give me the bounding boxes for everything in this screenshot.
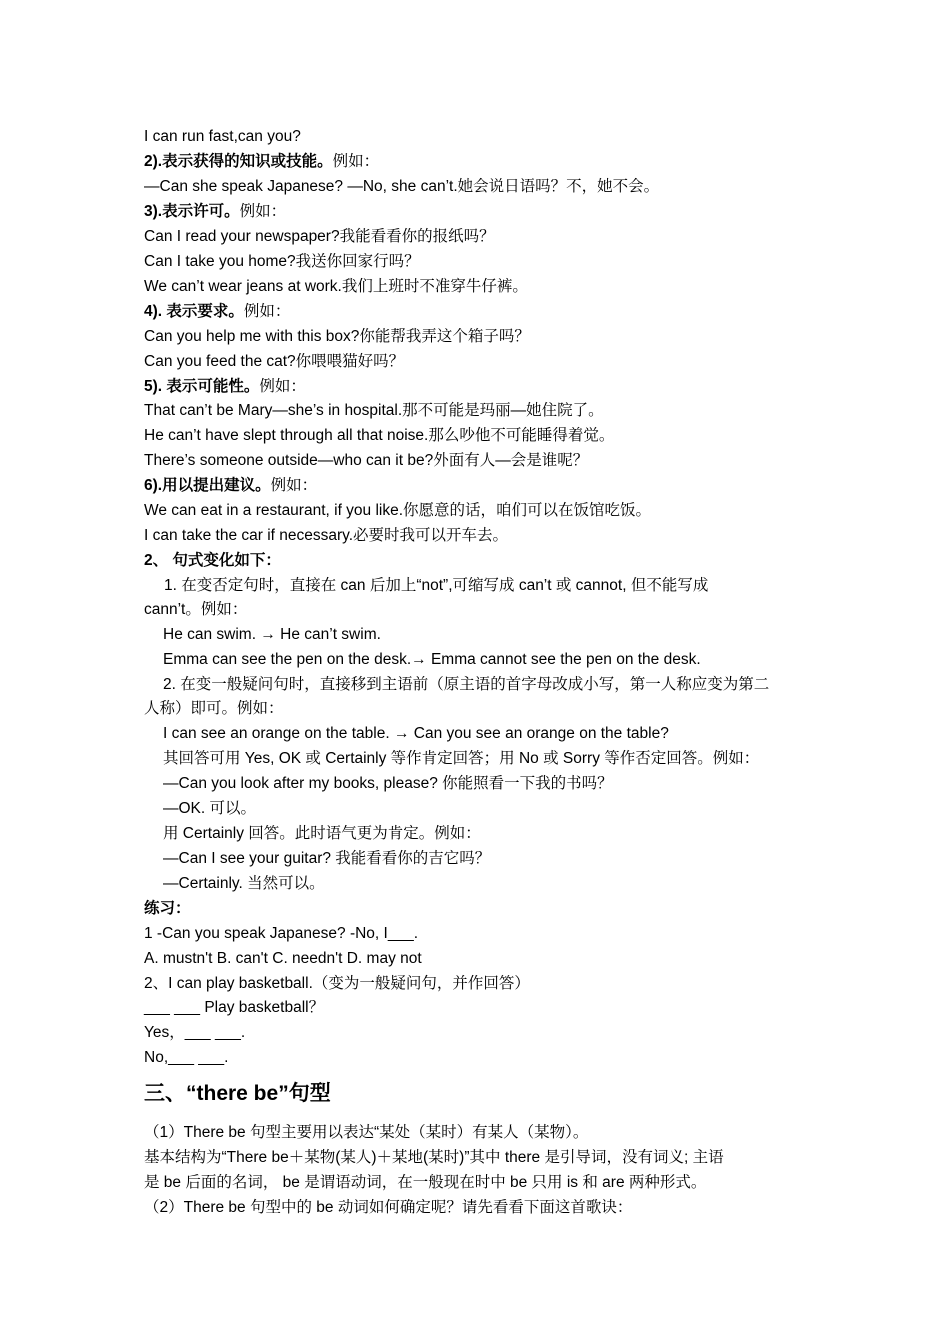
text-line: There’s someone outside—who can it be?外面有人—会是谁呢？	[144, 452, 589, 469]
text-line: （1）There be 句型主要用以表达“某处（某时）有某人（某物）。	[144, 1124, 589, 1141]
text-line: No,___ ___.	[144, 1049, 229, 1066]
text-line: Can I read your newspaper?我能看看你的报纸吗？	[144, 228, 495, 245]
subheading-line: 5). 表示可能性。例如：	[144, 378, 306, 395]
subheading-line	[144, 551, 281, 571]
text-line: A. mustn't B. can't C. needn't D. may not	[144, 950, 422, 967]
section-heading: 三、“there be”句型	[144, 1082, 331, 1105]
text-line: Emma can see the pen on the desk.→ Emma cannot see the pen on the desk.	[163, 651, 701, 668]
subheading-line: 3).表示许可。例如：	[144, 203, 287, 220]
text-line: 2、I can play basketball.（变为一般疑问句，并作回答）	[144, 975, 530, 992]
text-line: I can see an orange on the table. → Can you see an orange on the table?	[163, 725, 669, 742]
text-line: 用 Certainly 回答。此时语气更为肯定。例如：	[163, 825, 481, 842]
subheading-bold: 2).表示获得的知识或技能。	[144, 153, 333, 170]
text-line: Can you feed the cat?你喂喂猫好吗？	[144, 353, 405, 370]
subheading-bold: 2、 句式变化如下：	[144, 552, 281, 569]
text-line: That can’t be Mary—she’s in hospital.那不可能是玛丽—她住院了。	[144, 402, 604, 419]
text-line: —Can you look after my books, please? 你能照看一下我的书吗？	[163, 775, 613, 792]
subheading-line: 4). 表示要求。例如：	[144, 303, 291, 320]
text-line: I can run fast,can you?	[144, 128, 301, 145]
text-line: We can’t wear jeans at work.我们上班时不准穿牛仔裤。	[144, 278, 528, 295]
text-line: —Can I see your guitar? 我能看看你的吉它吗？	[163, 850, 491, 867]
text-line: 基本结构为“There be＋某物(某人)＋某地(某时)”其中 there 是引导词，没有词义; 主语	[144, 1149, 724, 1166]
text-line: We can eat in a restaurant, if you like.你愿意的话，咱们可以在饭馆吃饭。	[144, 502, 652, 519]
text-line: cann’t。例如：	[144, 601, 248, 618]
subheading-line	[144, 899, 191, 919]
text-line: 1 -Can you speak Japanese? -No, I___.	[144, 925, 419, 942]
subheading-bold: 练习：	[144, 900, 191, 917]
text-line: —Certainly. 当然可以。	[163, 875, 325, 892]
subheading-bold: 4). 表示要求。	[144, 303, 244, 320]
text-line: 其回答可用 Yes, OK 或 Certainly 等作肯定回答；用 No 或 Sorry 等作否定回答。例如：	[163, 750, 760, 767]
text-line: Can I take you home?我送你回家行吗？	[144, 253, 420, 270]
subheading-line: 6).用以提出建议。例如：	[144, 477, 318, 494]
subheading-bold: 3).表示许可。	[144, 203, 240, 220]
text-line: —Can she speak Japanese? —No, she can’t.她会说日语吗？不，她不会。	[144, 178, 660, 195]
subheading-bold: 5). 表示可能性。	[144, 378, 260, 395]
text-line: —OK. 可以。	[163, 800, 257, 817]
text-line: 人称）即可。例如：	[144, 700, 284, 717]
text-line: Yes，___ ___.	[144, 1024, 246, 1041]
text-line: I can take the car if necessary.必要时我可以开车去。	[144, 527, 509, 544]
text-line: He can swim. → He can’t swim.	[163, 626, 381, 643]
text-line: Can you help me with this box?你能帮我弄这个箱子吗？	[144, 328, 530, 345]
subheading-line: 2).表示获得的知识或技能。例如：	[144, 153, 380, 170]
text-line: 2. 在变一般疑问句时，直接移到主语前（原主语的首字母改成小写，第一人称应变为第二	[163, 676, 770, 693]
text-line: 1. 在变否定句时，直接在 can 后加上“not”,可缩写成 can’t 或 cannot, 但不能写成	[164, 577, 709, 594]
subheading-bold: 6).用以提出建议。	[144, 477, 271, 494]
text-line: （2）There be 句型中的 be 动词如何确定呢？请先看看下面这首歌诀：	[144, 1199, 633, 1216]
text-line: ___ ___ Play basketball？	[144, 999, 325, 1016]
text-line: 是 be 后面的名词， be 是谓语动词，在一般现在时中 be 只用 is 和 are 两种形式。	[144, 1174, 707, 1191]
text-line: He can’t have slept through all that noise.那么吵他不可能睡得着觉。	[144, 427, 615, 444]
